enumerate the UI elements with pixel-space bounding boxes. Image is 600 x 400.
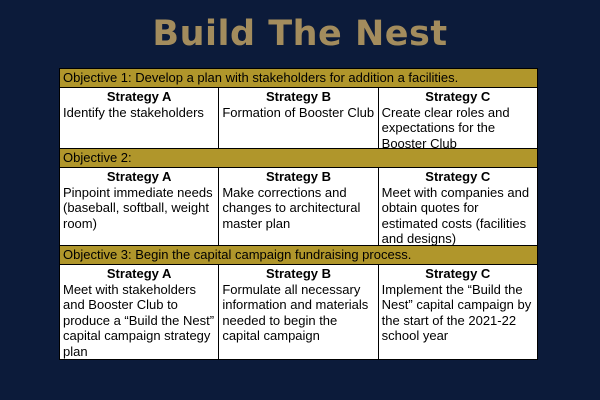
objective-3-strategy-a: [60, 265, 219, 359]
strategy-heading: Strategy A: [106, 266, 172, 281]
strategy-text: Implement the “Build the Nest” capital campaign by the start of the 2021-22 school year: [381, 281, 532, 343]
objective-2-strategy-c: [379, 168, 537, 245]
strategy-text: Meet with stakeholders and Booster Club to produce a “Build the Nest” capital campaign strategy plan: [63, 281, 215, 359]
objective-1-strategy-b: [219, 88, 378, 148]
objective-2-strategy-b: [219, 168, 378, 245]
strategy-text: Create clear roles and expectations for the Booster Club: [381, 104, 510, 151]
objective-3-strategies: [60, 265, 537, 359]
strategy-heading: Strategy C: [425, 266, 491, 281]
objective-1-strategy-c: [379, 88, 537, 151]
objective-3-header: Objective 3: Begin the capital campaign fundraising process.: [60, 246, 537, 265]
strategy-text: Meet with companies and obtain quotes for estimated costs (facilities and designs): [381, 184, 530, 246]
strategy-heading: Strategy A: [106, 89, 172, 104]
objective-3-strategy-c: [379, 265, 537, 359]
slide-title: Build The Nest: [152, 14, 448, 54]
strategy-text: Formulate all necessary information and materials needed to begin the capital campaign: [222, 281, 369, 343]
strategy-table: [59, 68, 538, 360]
objective-1-strategies: [60, 88, 537, 149]
strategy-heading: Strategy B: [265, 266, 331, 281]
objective-3-strategy-b: [219, 265, 378, 359]
strategy-text: Make corrections and changes to architectural master plan: [222, 184, 361, 231]
strategy-heading: Strategy A: [106, 169, 172, 184]
objective-2-strategy-a: [60, 168, 219, 245]
strategy-text: Identify the stakeholders: [63, 104, 204, 120]
strategy-heading: Strategy C: [425, 169, 491, 184]
strategy-text: Pinpoint immediate needs (baseball, softball, weight room): [63, 184, 213, 231]
strategy-heading: Strategy C: [425, 89, 491, 104]
objective-2-strategies: [60, 168, 537, 246]
objective-2-header: Objective 2:: [60, 149, 537, 168]
strategy-text: Formation of Booster Club: [222, 104, 375, 120]
strategy-heading: Strategy B: [265, 89, 331, 104]
strategy-heading: Strategy B: [265, 169, 331, 184]
objective-1-strategy-a: [60, 88, 219, 148]
objective-1-header: Objective 1: Develop a plan with stakeholders for addition a facilities.: [60, 69, 537, 88]
